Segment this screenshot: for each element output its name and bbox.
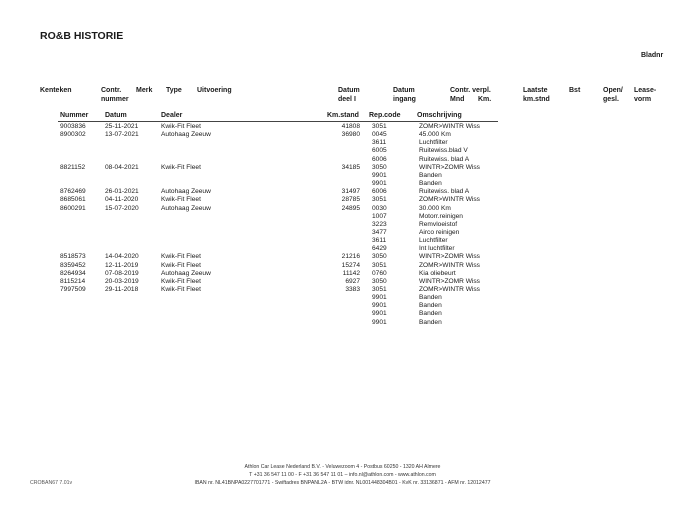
cell-omschr: ZOMR>WINTR Wiss (419, 196, 480, 204)
cell-datum: 26-01-2021 (105, 188, 139, 196)
cell-code: 0045 (372, 131, 387, 139)
header-type: Type (166, 87, 182, 94)
header-datum-ingang: Datum ingang (393, 87, 416, 103)
cell-dealer: Kwik-Fit Fleet (161, 123, 201, 130)
cell-dealer: Kwik-Fit Fleet (161, 163, 201, 171)
cell-code: 6005 (372, 147, 387, 155)
cell-code: 3477 (372, 228, 387, 236)
cell-omschr: Airco reinigen (419, 228, 460, 236)
cell-datum: 07-08-2019 (105, 269, 139, 277)
header-lease-vorm: Lease- vorm (634, 87, 657, 103)
cell-datum: 25-11-2021 (105, 123, 139, 130)
cell-omschr: Banden (419, 171, 442, 179)
cell-omschr: Luchtfilter (419, 237, 448, 245)
cell-code: 9901 (372, 294, 387, 302)
cell-code: 6429 (372, 245, 387, 253)
cell-omschr: WINTR>ZOMR Wiss (419, 277, 480, 285)
cell-omschr: Banden (419, 310, 442, 318)
header-open-gesl: Open/ gesl. (603, 87, 623, 103)
cell-omschr: Int luchtfilter (419, 245, 455, 253)
cell-dealer: Kwik-Fit Fleet (161, 286, 201, 293)
cell-dealer: Autohaag Zeeuw (161, 131, 211, 139)
cell-km: 15274 (341, 261, 360, 269)
cell-dealer: Kwik-Fit Fleet (161, 261, 201, 269)
cell-dealer: Autohaag Zeeuw (161, 188, 211, 196)
page-title: RO&B HISTORIE (40, 30, 124, 42)
header-merk: Merk (136, 87, 153, 94)
cell-omschr: Ruitewiss.blad V (419, 147, 468, 155)
cell-datum: 12-11-2019 (105, 261, 139, 269)
cell-datum: 29-11-2018 (105, 286, 139, 293)
cell-omschr: Banden (419, 302, 442, 310)
cell-code: 6006 (372, 155, 387, 163)
cell-nummer: 8115214 (60, 277, 86, 285)
header-kenteken: Kenteken (40, 87, 72, 94)
cell-omschr: Banden (419, 318, 442, 326)
cell-datum: 04-11-2020 (105, 196, 139, 204)
cell-omschr: Motorr.reinigen (419, 212, 463, 220)
cell-code: 9901 (372, 171, 387, 179)
cell-code: 3050 (372, 253, 387, 261)
cell-dealer: Autohaag Zeeuw (161, 269, 211, 277)
cell-nummer: 7997509 (60, 286, 86, 293)
header-divider (58, 121, 498, 122)
cell-omschr: Ruitewiss. blad A (419, 155, 470, 163)
cell-code: 3050 (372, 163, 387, 171)
subheader-repcode: Rep.code (369, 112, 401, 119)
cell-code: 3611 (372, 139, 387, 147)
cell-dealer: Kwik-Fit Fleet (161, 196, 201, 204)
subheader-kmstand: Km.stand (327, 112, 359, 119)
cell-km: 24895 (341, 204, 360, 212)
cell-datum: 20-03-2019 (105, 277, 139, 285)
subheader-dealer: Dealer (161, 112, 183, 119)
footer-registration: IBAN nr. NL41BNPA0227701771 - Swiftadres BNPANL2A - BTW idnr. NL001448304B01 - KvK nr. 33136871 - AFM nr. 12012477 (194, 480, 491, 486)
cell-nummer: 8600291 (60, 204, 86, 212)
footer-contact: T +31 36 547 11 00 - F +31 36 547 11 01 – info.nl@athlon.com - www.athlon.com (249, 472, 436, 478)
cell-omschr: Banden (419, 294, 442, 302)
cell-code: 9901 (372, 302, 387, 310)
cell-code: 9901 (372, 180, 387, 188)
cell-omschr: Ruitewiss. blad A (419, 188, 470, 196)
header-bst: Bst (569, 87, 581, 94)
cell-code: 1007 (372, 212, 387, 220)
subheader-datum: Datum (105, 112, 127, 119)
cell-km: 34185 (341, 163, 360, 171)
cell-dealer: Kwik-Fit Fleet (161, 253, 201, 261)
cell-code: 6006 (372, 188, 387, 196)
subheader-omschrijving: Omschrijving (417, 112, 462, 119)
cell-nummer: 8264934 (60, 269, 86, 277)
cell-nummer: 8821152 (60, 163, 86, 171)
cell-omschr: Luchtfilter (419, 139, 448, 147)
header-contr: Contr. (101, 87, 122, 94)
cell-nummer: 8762469 (60, 188, 86, 196)
cell-code: 3051 (372, 261, 387, 269)
cell-omschr: ZOMR>WINTR Wiss (419, 123, 480, 130)
header-uitvoering: Uitvoering (197, 87, 232, 94)
cell-km: 31497 (341, 188, 360, 196)
cell-datum: 08-04-2021 (105, 163, 139, 171)
cell-code: 3051 (372, 286, 387, 293)
cell-code: 3050 (372, 277, 387, 285)
header-nummer: nummer (101, 96, 129, 103)
cell-code: 0030 (372, 204, 387, 212)
cell-code: 0760 (372, 269, 387, 277)
cell-code: 3051 (372, 196, 387, 204)
footer-address: Athlon Car Lease Nederland B.V. - Veluwezoom 4 - Postbus 60250 - 1320 AH Almere (244, 464, 441, 470)
cell-omschr: ZOMR>WINTR Wiss (419, 261, 480, 269)
header-datum-deel1: Datum deel I (338, 87, 360, 103)
cell-code: 9901 (372, 310, 387, 318)
cell-omschr: 45.000 Km (419, 131, 451, 139)
cell-omschr: WINTR>ZOMR Wiss (419, 253, 480, 261)
cell-code: 9901 (372, 318, 387, 326)
cell-km: 36980 (341, 131, 360, 139)
cell-km: 28785 (341, 196, 360, 204)
cell-nummer: 8685061 (60, 196, 86, 204)
cell-km: 41808 (341, 123, 360, 130)
cell-nummer: 8518573 (60, 253, 86, 261)
header-laatste-kmstnd: Laatste km.stnd (523, 87, 550, 103)
cell-nummer: 8359452 (60, 261, 86, 269)
cell-datum: 13-07-2021 (105, 131, 139, 139)
cell-km: 3383 (345, 286, 360, 293)
cell-code: 3611 (372, 237, 387, 245)
cell-omschr: Remvloeistof (419, 220, 458, 228)
cell-omschr: Kia oliebeurt (419, 269, 456, 277)
cell-nummer: 8900302 (60, 131, 86, 139)
cell-omschr: 30.000 Km (419, 204, 451, 212)
header-contr-verpl: Contr. verpl. Mnd Km. (450, 87, 492, 103)
cell-dealer: Kwik-Fit Fleet (161, 277, 201, 285)
cell-km: 11142 (342, 269, 360, 277)
cell-dealer: Autohaag Zeeuw (161, 204, 211, 212)
cell-km: 6927 (345, 277, 360, 285)
version-code: CROBAN67 7.01v (30, 480, 73, 486)
cell-code: 3051 (372, 123, 387, 130)
cell-km: 21216 (341, 253, 360, 261)
cell-code: 3223 (372, 220, 387, 228)
page-number-label: Bladnr (641, 52, 664, 59)
cell-omschr: ZOMR>WINTR Wiss (419, 286, 480, 293)
subheader-nummer: Nummer (60, 112, 89, 119)
cell-datum: 14-04-2020 (105, 253, 139, 261)
cell-omschr: WINTR>ZOMR Wiss (419, 163, 480, 171)
cell-nummer: 9003836 (60, 123, 86, 130)
cell-datum: 15-07-2020 (105, 204, 139, 212)
cell-omschr: Banden (419, 180, 442, 188)
